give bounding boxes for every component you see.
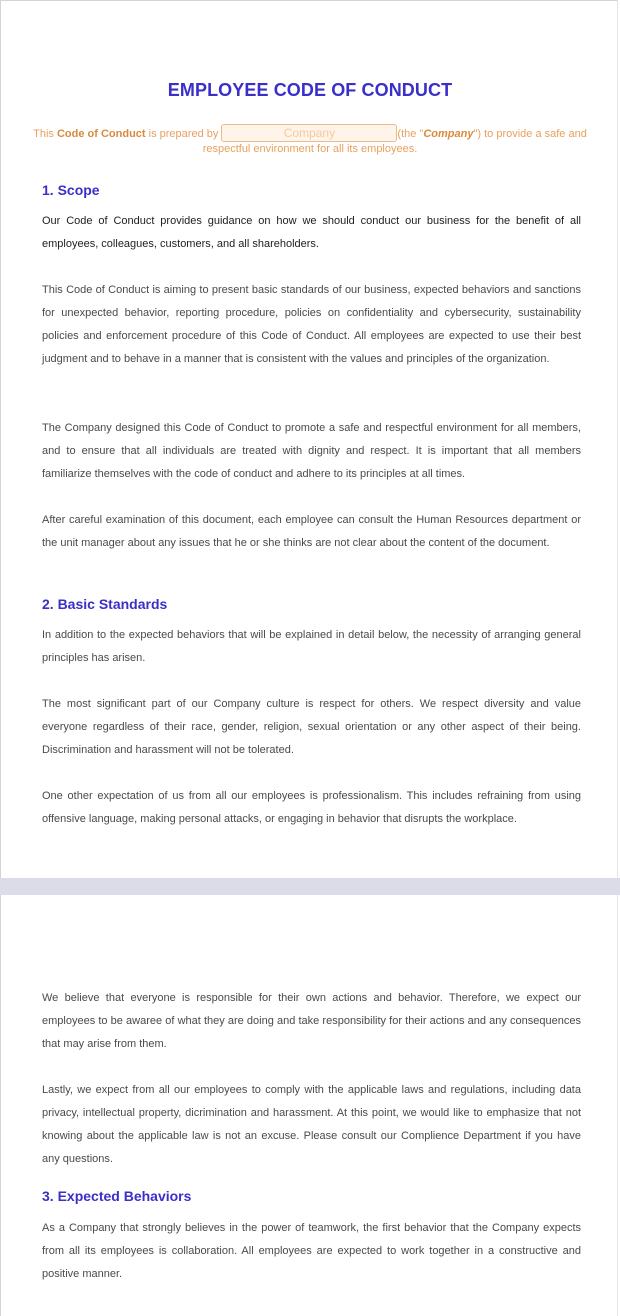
scope-paragraph-3: The Company designed this Code of Conduct to promote a safe and respectful environment for all members, and to ensure that all individuals are treated with dignity and respect. It is important that all members familiarize themselves with the code of conduct and adhere to its principles at all times. bbox=[42, 422, 581, 480]
intro-middle: is prepared by bbox=[145, 128, 222, 140]
intro-prefix: This bbox=[33, 128, 57, 140]
company-name-field[interactable]: Company bbox=[221, 124, 397, 142]
basic-standards-paragraph-1: In addition to the expected behaviors that will be explained in detail below, the necessity of arranging general principles has arisen. bbox=[42, 629, 581, 664]
document-title: EMPLOYEE CODE OF CONDUCT bbox=[167, 80, 453, 100]
section-heading-basic-standards: 2. Basic Standards bbox=[42, 596, 168, 612]
page-break bbox=[0, 878, 620, 895]
section-heading-expected-behaviors: 3. Expected Behaviors bbox=[42, 1188, 192, 1204]
intro-after-close: ") to provide a safe and respectful environment for all its employees. bbox=[202, 128, 587, 155]
expected-behaviors-paragraph-1: As a Company that strongly believes in the power of teamwork, the first behavior that the Company expects from all its employees is collaboration. All employees are expected to work together in a constructive and positive manner. bbox=[42, 1222, 581, 1280]
scope-paragraph-1: Our Code of Conduct provides guidance on how we should conduct our business for the benefit of all employees, colleagues, customers, and all shareholders. bbox=[42, 215, 581, 250]
basic-standards-paragraph-2: The most significant part of our Company culture is respect for others. We respect diversity and value everyone regardless of their race, gender, religion, sexual orientation or any other aspect of their being. Discrimination and harassment will not be tolerated. bbox=[42, 698, 581, 756]
basic-standards-paragraph-3: One other expectation of us from all our employees is professionalism. This includes refraining from using offensive language, making personal attacks, or engaging in behavior that disrupts the workplace. bbox=[42, 790, 581, 825]
scope-paragraph-4: After careful examination of this document, each employee can consult the Human Resources department or the unit manager about any issues that he or she thinks are not clear about the content of the document. bbox=[42, 514, 581, 549]
scope-paragraph-2: This Code of Conduct is aiming to present basic standards of our business, expected behaviors and sanctions for unexpected behavior, reporting procedure, policies on confidentiality and cybersecurity, sustainability policies and enforcement procedure of this Code of Conduct. All employees are expected to use their best judgment and to behave in a manner that is consistent with the values and principles of the organization. bbox=[42, 284, 581, 365]
intro-statement bbox=[30, 127, 590, 156]
intro-italic-term: Company bbox=[423, 128, 474, 140]
section-heading-scope: 1. Scope bbox=[42, 182, 100, 198]
basic-standards-paragraph-4: We believe that everyone is responsible for their own actions and behavior. Therefore, we expect our employees to be awaree of what they are doing and take responsibility for their actions and any consequences that may arise from them. bbox=[42, 992, 581, 1050]
intro-after-open: (the " bbox=[397, 128, 424, 140]
basic-standards-paragraph-5: Lastly, we expect from all our employees to comply with the applicable laws and regulations, including data privacy, intellectual property, dicrimination and harassment. At this point, we would like to emphasize that not knowing about the applicable law is not an excuse. Please consult our Complience Department if you have any questions. bbox=[42, 1084, 581, 1165]
intro-bold-term: Code of Conduct bbox=[56, 128, 146, 140]
